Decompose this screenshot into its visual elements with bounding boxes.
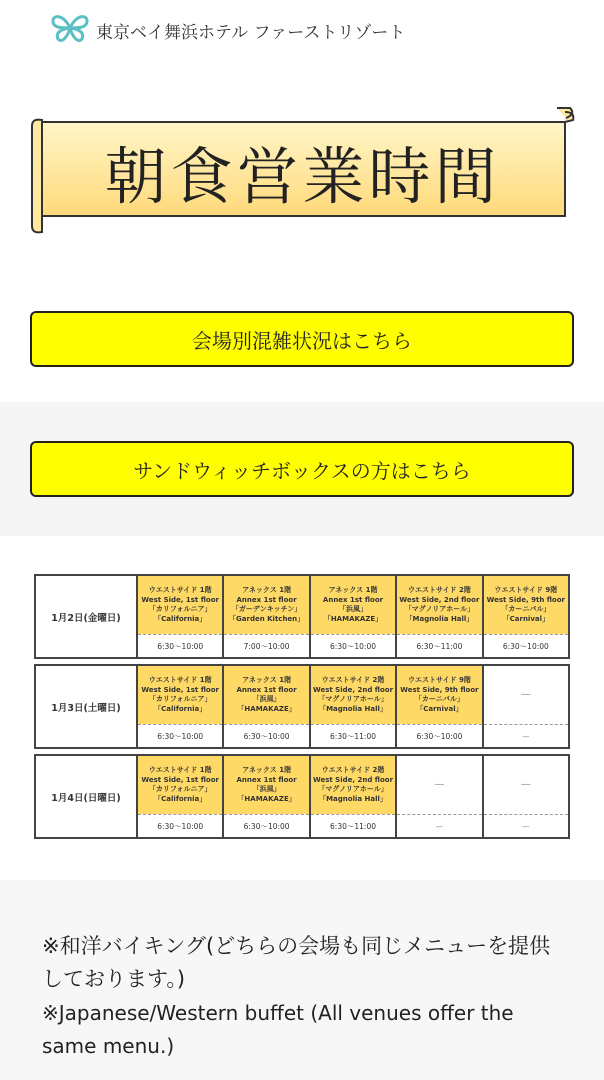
venue-name	[397, 576, 481, 634]
venue-line: Annex 1st floor	[236, 595, 297, 604]
schedule-date: 1月2日(金曜日)	[36, 576, 138, 657]
venue-line: 「Carnival」	[502, 614, 550, 623]
schedule-day-row	[34, 754, 570, 839]
venue-name	[397, 666, 481, 724]
venue-cell	[224, 756, 310, 837]
venue-line: West Side, 1st floor	[141, 685, 219, 694]
venue-hours: —	[484, 724, 568, 747]
venue-cell	[224, 666, 310, 747]
venue-line: Annex 1st floor	[322, 595, 384, 604]
hotel-logo[interactable]	[50, 12, 405, 48]
venue-line: —	[520, 779, 531, 791]
venue-line: 「HAMAKAZE」	[237, 704, 296, 713]
venue-cell	[138, 756, 224, 837]
venue-line: 「カーニバル」	[414, 695, 464, 703]
venue-line: アネックス 1階	[242, 586, 292, 594]
venue-name	[138, 576, 222, 634]
venue-line: 「マグノリアホール」	[318, 695, 388, 703]
venue-name	[138, 666, 222, 724]
venue-hours: —	[484, 814, 568, 837]
schedule-day-row	[34, 664, 570, 749]
venue-line: 「HAMAKAZE」	[237, 794, 296, 803]
venue-line: ウエストサイド 2階	[321, 676, 385, 684]
venue-line: 「マグノリアホール」	[318, 785, 388, 793]
venue-name	[311, 666, 395, 724]
venue-line: —	[520, 689, 531, 701]
venue-line: West Side, 2nd floor	[399, 595, 480, 604]
schedule-date: 1月3日(土曜日)	[36, 666, 138, 747]
venue-hours: 6:30〜10:00	[224, 814, 308, 837]
venue-hours: 6:30〜11:00	[397, 634, 481, 657]
venue-line: 「マグノリアホール」	[404, 605, 475, 613]
venue-cell	[138, 576, 224, 657]
butterfly-logo-icon	[50, 12, 90, 48]
congestion-status-button[interactable]: 会場別混雑状況はこちら	[30, 311, 574, 367]
venue-line: 「California」	[154, 704, 207, 713]
venue-cell	[397, 576, 483, 657]
venue-line: Annex 1st floor	[236, 685, 297, 694]
venue-hours: 6:30〜10:00	[224, 724, 308, 747]
venue-line: 「カリフォルニア」	[148, 785, 212, 793]
venue-hours: —	[397, 814, 481, 837]
venue-hours: 6:30〜10:00	[138, 634, 222, 657]
venue-line: アネックス 1階	[242, 766, 292, 774]
note-english: ※Japanese/Western buffet (All venues offer the same menu.)	[42, 1001, 514, 1058]
venue-line: 「Magnolia Hall」	[319, 704, 387, 713]
venue-name	[138, 756, 222, 814]
venue-hours: 6:30〜11:00	[311, 724, 395, 747]
venue-cell	[311, 666, 397, 747]
venue-line: 「Carnival」	[416, 704, 463, 713]
venue-line: アネックス 1階	[242, 676, 292, 684]
venue-name	[484, 576, 568, 634]
venue-line: 「Magnolia Hall」	[405, 614, 474, 623]
venue-cell	[397, 666, 483, 747]
venue-hours: 7:00〜10:00	[224, 634, 308, 657]
venue-line: 「Garden Kitchen」	[229, 614, 305, 623]
venue-hours: 6:30〜10:00	[397, 724, 481, 747]
venue-hours: 6:30〜10:00	[311, 634, 395, 657]
venue-hours: 6:30〜10:00	[484, 634, 568, 657]
venue-line: Annex 1st floor	[236, 775, 297, 784]
venue-cell	[397, 756, 483, 837]
venue-line: ウエストサイド 9階	[408, 676, 471, 684]
venue-line: ウエストサイド 1階	[148, 586, 212, 594]
venue-name	[311, 756, 395, 814]
venue-name	[311, 576, 395, 634]
venue-line: —	[434, 779, 445, 791]
venue-line: 「カリフォルニア」	[148, 695, 212, 703]
venue-line: West Side, 2nd floor	[313, 775, 394, 784]
sandwich-box-button[interactable]: サンドウィッチボックスの方はこちら	[30, 441, 574, 497]
venue-line: 「カーニバル」	[501, 605, 551, 613]
venue-line: 「ガーデンキッチン」	[231, 605, 302, 613]
venue-name	[484, 756, 568, 814]
venue-line: 「California」	[154, 794, 207, 803]
venue-line: 「Magnolia Hall」	[319, 794, 387, 803]
venue-line: West Side, 9th floor	[400, 685, 479, 694]
venue-name	[397, 756, 481, 814]
venue-line: ウエストサイド 9階	[494, 586, 558, 594]
venue-line: ウエストサイド 2階	[321, 766, 385, 774]
venue-line: West Side, 1st floor	[141, 775, 219, 784]
venue-line: 「浜風」	[252, 695, 281, 703]
venue-cell	[484, 576, 568, 657]
venue-name	[224, 756, 308, 814]
venue-hours: 6:30〜11:00	[311, 814, 395, 837]
schedule-date: 1月4日(日曜日)	[36, 756, 138, 837]
venue-line: アネックス 1階	[328, 586, 378, 594]
venue-line: ウエストサイド 1階	[148, 766, 212, 774]
venue-line: 「HAMAKAZE」	[323, 614, 383, 623]
venue-line: ウエストサイド 1階	[148, 676, 212, 684]
venue-name	[224, 576, 308, 634]
venue-cell	[138, 666, 224, 747]
venue-line: 「カリフォルニア」	[148, 605, 212, 613]
venue-cell	[311, 756, 397, 837]
page-title: 朝食営業時間	[104, 139, 501, 213]
venue-line: West Side, 2nd floor	[313, 685, 394, 694]
venue-line: 「California」	[154, 614, 207, 623]
venue-cell	[311, 576, 397, 657]
venue-name	[484, 666, 568, 724]
venue-line: West Side, 9th floor	[486, 595, 566, 604]
note-japanese: ※和洋バイキング(どちらの会場も同じメニューを提供しております。)	[42, 934, 551, 991]
breakfast-hours-banner	[30, 104, 575, 238]
venue-cell	[224, 576, 310, 657]
venue-line: West Side, 1st floor	[141, 595, 219, 604]
venue-line: 「浜風」	[252, 785, 281, 793]
venue-name	[224, 666, 308, 724]
schedule-day-row	[34, 574, 570, 659]
venue-cell	[484, 666, 568, 747]
venue-line: ウエストサイド 2階	[408, 586, 471, 594]
logo-text: 東京ベイ舞浜ホテル ファーストリゾート	[96, 22, 406, 43]
venue-line: 「浜風」	[339, 605, 368, 613]
venue-hours: 6:30〜10:00	[138, 724, 222, 747]
venue-cell	[484, 756, 568, 837]
venue-hours: 6:30〜10:00	[138, 814, 222, 837]
